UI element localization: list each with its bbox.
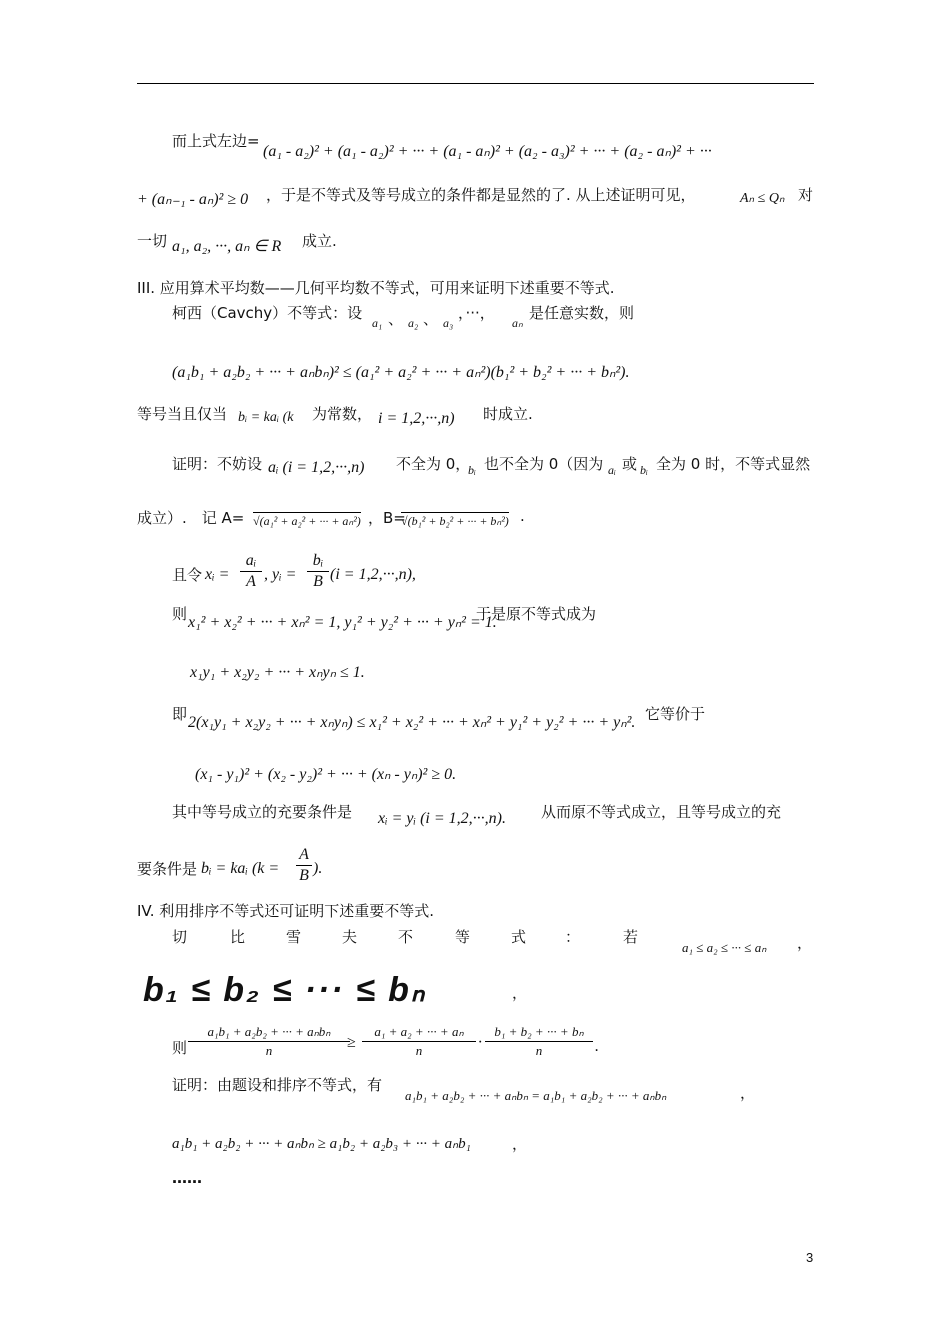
- text-line: .: [520, 507, 525, 525]
- denominator: n: [535, 1043, 543, 1058]
- numerator: aᵢ: [245, 552, 257, 569]
- text-line: 则: [172, 605, 188, 623]
- text-line: 则: [172, 1039, 188, 1057]
- text-line: ，B=: [368, 509, 406, 527]
- text-line: 从而原不等式成立，且等号成立的充: [541, 803, 782, 821]
- spread-char: 等: [455, 928, 471, 946]
- numerator: bᵢ: [312, 552, 324, 569]
- text-line: 其中等号成立的充要条件是: [172, 803, 353, 821]
- math-symbol: a₂: [408, 316, 419, 330]
- text-line: ，: [512, 1135, 528, 1153]
- text-line: 是任意实数，则: [529, 304, 635, 322]
- math-expression: xᵢ =: [205, 566, 230, 583]
- math-symbol: bᵢ: [468, 463, 476, 477]
- math-symbol: aᵢ: [608, 463, 616, 477]
- denominator: A: [246, 573, 256, 590]
- math-expression: √(b₁² + b₂² + ··· + bₙ²): [401, 514, 509, 528]
- text-line: 一切: [137, 232, 168, 250]
- fraction: [307, 552, 329, 591]
- numerator: A: [299, 846, 309, 863]
- text-line: 即: [172, 705, 188, 723]
- fraction: [188, 1024, 350, 1059]
- numerator: a₁b₁ + a₂b₂ + ··· + aₙbₙ: [207, 1024, 331, 1039]
- spread-char: 不: [398, 928, 414, 946]
- math-symbol: aₙ: [512, 316, 523, 330]
- text-line: 且令: [172, 566, 203, 584]
- math-expression: + (aₙ₋₁ - aₙ)² ≥ 0: [137, 191, 249, 208]
- spread-char: 雪: [286, 928, 302, 946]
- denominator: n: [265, 1043, 273, 1058]
- numerator: b₁ + b₂ + ··· + bₙ: [494, 1024, 584, 1039]
- text-line: 柯西（Cavchy）不等式：设: [172, 304, 363, 322]
- fraction: [362, 1024, 476, 1059]
- cauchy-inequality: (a₁b₁ + a₂b₂ + ··· + aₙbₙ)² ≤ (a₁² + a₂² + ··· + aₙ²)(b₁² + b₂² + ··· + bₙ²).: [172, 364, 630, 381]
- text-line: 等号当且仅当: [137, 405, 228, 423]
- text-line: ，: [797, 934, 813, 952]
- text-line: 对: [798, 186, 814, 204]
- math-expression: ).: [313, 860, 323, 877]
- math-expression: 2(x₁y₁ + x₂y₂ + ··· + xₙyₙ) ≤ x₁² + x₂² + ··· + xₙ² + y₁² + y₂² + ··· + yₙ².: [188, 714, 636, 731]
- page-number: 3: [806, 1250, 814, 1265]
- spread-char: 夫: [342, 928, 358, 946]
- text-line: 、: [388, 310, 404, 328]
- math-expression: (a₁ - a₂)² + (a₁ - a₂)² + ··· + (a₁ - aₙ)² + (a₂ - a₃)² + ··· + (a₂ - aₙ)² + ···: [263, 143, 712, 160]
- math-expression: bᵢ = kaᵢ (k: [238, 410, 294, 425]
- section-heading: IV. 利用排序不等式还可证明下述重要不等式.: [137, 902, 435, 920]
- text-line: 也不全为 0（因为: [484, 455, 604, 473]
- text-line: ，: [512, 984, 528, 1002]
- text-line: 证明：不妨设: [172, 455, 263, 473]
- text-line: 、: [423, 310, 439, 328]
- numerator: a₁ + a₂ + ··· + aₙ: [374, 1024, 464, 1039]
- math-expression: a₁ ≤ a₂ ≤ ··· ≤ aₙ: [682, 940, 767, 955]
- math-symbol: bᵢ: [640, 463, 648, 477]
- spread-char: 若: [623, 928, 639, 946]
- denominator: n: [415, 1043, 423, 1058]
- text-line: 时成立.: [483, 405, 533, 423]
- display-inequality: b₁ ≤ b₂ ≤ ··· ≤ bₙ: [143, 971, 427, 1009]
- math-expression: xᵢ = yᵢ (i = 1,2,···,n).: [378, 810, 506, 827]
- text-line: 成立）. 记 A=: [137, 509, 245, 527]
- text-line: 或: [622, 455, 638, 473]
- text-line: ，: [740, 1084, 756, 1102]
- math-expression: Aₙ ≤ Qₙ: [740, 191, 785, 206]
- text-line: 它等价于: [645, 705, 706, 723]
- denominator: B: [299, 867, 309, 884]
- math-symbol: .: [595, 1038, 599, 1055]
- fraction: [296, 846, 312, 885]
- math-expression: a₁b₁ + a₂b₂ + ··· + aₙbₙ = a₁b₁ + a₂b₂ + ··· + aₙbₙ: [405, 1088, 667, 1103]
- math-expression: i = 1,2,···,n): [378, 410, 455, 427]
- math-expression: aᵢ (i = 1,2,···,n): [268, 459, 365, 476]
- fraction: [485, 1024, 593, 1059]
- math-expression: x₁² + x₂² + ··· + xₙ² = 1, y₁² + y₂² + ··· + yₙ² = 1.: [188, 614, 497, 631]
- header-rule: [137, 83, 814, 84]
- spread-char: 式: [511, 928, 527, 946]
- text-line: 要条件是: [137, 860, 198, 878]
- text-line: 为常数，: [312, 405, 373, 423]
- text-line: 全为 0 时，不等式显然: [656, 455, 811, 473]
- math-symbol: a₁: [372, 316, 383, 330]
- spread-char: ：: [565, 928, 581, 946]
- math-expression: a₁b₁ + a₂b₂ + ··· + aₙbₙ ≥ a₁b₂ + a₂b₃ + ··· + aₙb₁: [172, 1136, 471, 1152]
- math-expression: x₁y₁ + x₂y₂ + ··· + xₙyₙ ≤ 1.: [190, 664, 365, 681]
- text-line: ，···，: [458, 304, 495, 322]
- math-expression: , yᵢ =: [264, 566, 297, 583]
- text-line: 而上式左边=: [172, 132, 260, 150]
- text-line: 不全为 0，: [396, 455, 471, 473]
- text-line: 于是原不等式成为: [476, 605, 597, 623]
- math-symbol: a₃: [443, 316, 454, 330]
- denominator: B: [313, 573, 323, 590]
- text-line: ，于是不等式及等号成立的条件都是显然的了. 从上述证明可见，: [266, 186, 696, 204]
- math-expression: bᵢ = kaᵢ (k =: [201, 860, 280, 877]
- math-expression: a₁, a₂, ···, aₙ ∈ R: [172, 238, 282, 255]
- math-symbol: ·: [478, 1034, 482, 1051]
- math-expression: √(a₁² + a₂² + ··· + aₙ²): [253, 514, 361, 528]
- math-expression: (i = 1,2,···,n),: [330, 566, 416, 583]
- text-line: 证明：由题设和排序不等式，有: [172, 1076, 383, 1094]
- math-symbol: ≥: [347, 1034, 356, 1051]
- text-line: 成立.: [302, 232, 337, 250]
- fraction: [240, 552, 262, 591]
- ellipsis: ……: [172, 1169, 202, 1187]
- spread-char: 切: [172, 928, 188, 946]
- spread-char: 比: [230, 928, 246, 946]
- math-expression: (x₁ - y₁)² + (x₂ - y₂)² + ··· + (xₙ - yₙ)² ≥ 0.: [195, 766, 457, 783]
- section-heading: III. 应用算术平均数——几何平均数不等式，可用来证明下述重要不等式.: [137, 279, 615, 297]
